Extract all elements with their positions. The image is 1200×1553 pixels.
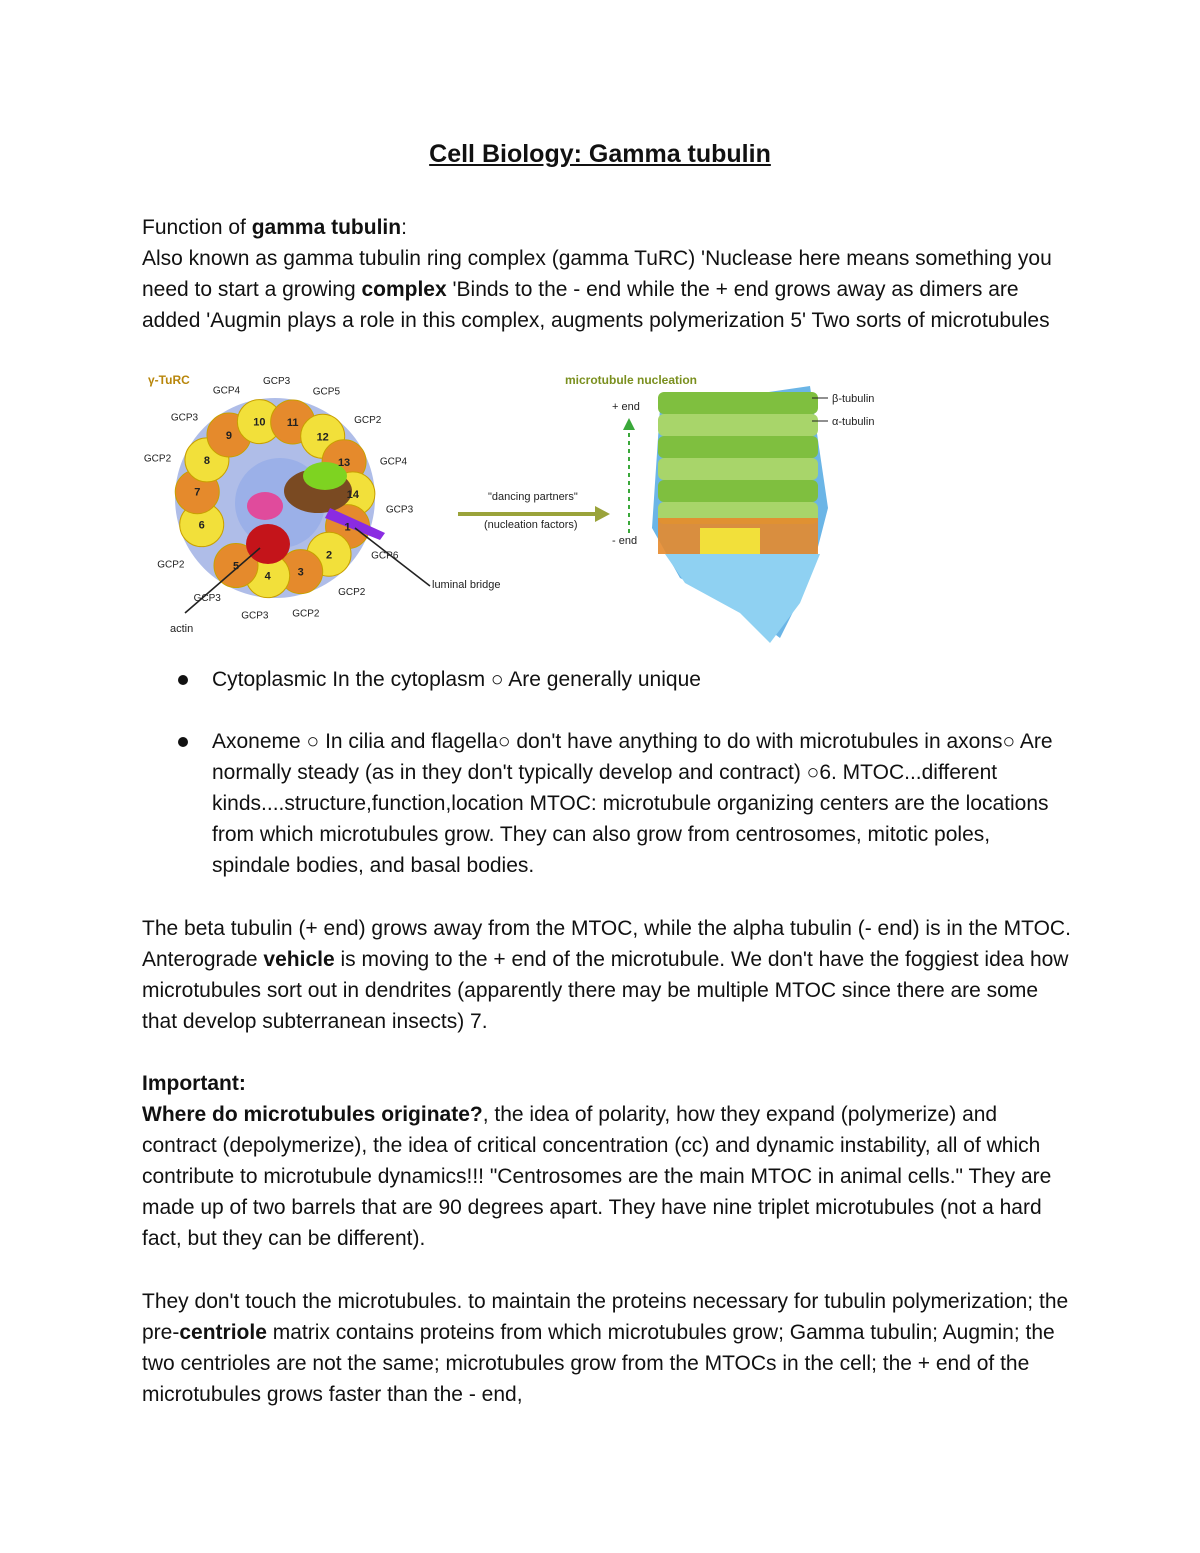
beta-bold-vehicle: vehicle — [263, 948, 335, 971]
tubulin-row — [658, 392, 818, 414]
gcp-label: GCP5 — [312, 386, 341, 398]
tubulin-row — [658, 458, 818, 480]
gcp-label: GCP4 — [379, 456, 408, 468]
actin-label: actin — [170, 623, 194, 635]
final-paragraph — [142, 1286, 1072, 1410]
gcp-label: GCP3 — [170, 412, 199, 424]
gcp-label: GCP2 — [338, 587, 366, 599]
gcp-label: GCP3 — [385, 504, 414, 516]
ring-number: 10 — [253, 416, 266, 429]
ring-number: 1 — [344, 521, 351, 534]
function-bold: gamma tubulin — [251, 216, 402, 239]
ring-number: 13 — [337, 456, 351, 469]
minus-end-label: - end — [612, 535, 638, 547]
beta-tubulin-label: β-tubulin — [832, 393, 875, 405]
gcp-label: GCP3 — [193, 593, 221, 605]
important-label: Important: — [142, 1072, 246, 1095]
luminal-bridge-label: luminal bridge — [432, 579, 501, 591]
microtubule — [652, 386, 828, 643]
intro-paragraph — [142, 243, 1072, 336]
gcp-label: GCP2 — [143, 453, 172, 465]
function-prefix: Function of — [142, 216, 252, 239]
ring-number: 14 — [346, 488, 360, 501]
final-text-a: They don't touch the microtubules. to maintain the proteins necessary for tubulin polymerization; the pre- — [142, 1290, 1069, 1344]
function-heading — [142, 212, 1072, 243]
ring-number: 2 — [325, 549, 333, 562]
ring-number: 9 — [225, 430, 233, 443]
intro-text-b: 'Binds to the - end while the + end grows away as dimers are added 'Augmin plays a role in this complex, augments polymerization 5' Two sorts of microtubules — [142, 278, 1050, 332]
tubulin-row — [658, 480, 818, 502]
final-text-b: matrix contains proteins from which microtubules grow; Gamma tubulin; Augmin; the two centrioles are not the same; microtubules grow from the MTOCs in the cell; the + end of the microtubules grows faster than the - end, — [142, 1321, 1055, 1406]
bullet-text-cytoplasmic: Cytoplasmic In the cytoplasm ○ Are generally unique — [212, 668, 701, 691]
nucleation-arrow-head — [595, 506, 610, 522]
important-section — [142, 1068, 1072, 1254]
dancing-partners-label: "dancing partners" — [488, 491, 578, 503]
bullet-text-axoneme: Axoneme ○ In cilia and flagella○ don't have anything to do with microtubules in axons○ Are normally steady (as in they don't typically develop and contract) ○6. MTOC...different kinds....structure,function,location MTOC: microtubule organizing centers are the locations from which microtubules grow. They can also grow from centrosomes, mitotic poles, spindale bodies, and basal bodies. — [212, 730, 1053, 877]
ring-number: 3 — [297, 566, 304, 579]
tubulin-rows — [658, 392, 818, 524]
beta-tubulin-paragraph — [142, 913, 1072, 1037]
gcp-label: GCP2 — [157, 559, 185, 571]
ring-number: 5 — [232, 560, 240, 573]
gcp-label: GCP4 — [212, 385, 241, 397]
figure-right-title: microtubule nucleation — [565, 373, 698, 387]
important-text — [142, 1099, 1072, 1254]
pink-subunit — [247, 492, 283, 520]
final-bold-centriole: centriole — [179, 1321, 267, 1344]
ring-number: 8 — [203, 454, 210, 467]
list-item — [142, 664, 1072, 695]
ring-number: 6 — [198, 519, 205, 532]
nucleation-factors-label: (nucleation factors) — [484, 519, 578, 531]
intro-text-a: Also known as gamma tubulin ring complex (gamma TuRC) 'Nuclease here means something you need to start a growing — [142, 247, 1052, 301]
bullet-dot — [178, 675, 188, 685]
important-label-line — [142, 1068, 1072, 1099]
beta-text-a: The beta tubulin (+ end) grows away from the MTOC, while the alpha tubulin (- end) is in the MTOC. Anterograde — [142, 917, 1071, 971]
ring-number: 7 — [194, 486, 201, 499]
tubulin-row — [658, 414, 818, 436]
bullet-dot — [178, 737, 188, 747]
important-question: Where do microtubules originate? — [142, 1103, 483, 1126]
beta-tubulin-text — [142, 913, 1072, 1037]
gcp-label: GCP6 — [371, 550, 399, 562]
lower-cap — [665, 554, 820, 643]
gamma-turc-figure — [140, 368, 900, 648]
red-actin-subunit — [246, 524, 290, 564]
tubulin-row — [658, 436, 818, 458]
list-item — [142, 726, 1072, 881]
plus-end-label: + end — [612, 401, 640, 413]
yellow-band — [700, 528, 760, 554]
polarity-arrow-head — [623, 418, 635, 430]
figure-left-title: γ-TuRC — [148, 373, 190, 387]
bullet-list — [142, 664, 1072, 881]
intro-bold-complex: complex — [361, 278, 447, 301]
gcp-label: GCP2 — [354, 414, 382, 426]
function-suffix: : — [401, 216, 407, 239]
intro-section — [142, 212, 1072, 336]
important-body: , the idea of polarity, how they expand (polymerize) and contract (depolymerize), the idea of critical concentration (cc) and dynamic instability, all of which contribute to microtubule dynamics!!! "Centrosomes are the main MTOC in animal cells." They are made up of two barrels that are 90 degrees apart. They have nine triplet microtubules (not a hard fact, but they can be different). — [142, 1103, 1052, 1250]
gcp-label: GCP3 — [262, 376, 291, 388]
ring-number: 11 — [286, 417, 299, 430]
beta-text-b: is moving to the + end of the microtubule. We don't have the foggiest idea how microtubules sort out in dendrites (apparently there may be multiple MTOC since there are some that develop subterranean insects) 7. — [142, 948, 1069, 1033]
page-title: Cell Biology: Gamma tubulin — [429, 140, 771, 168]
gcp-label: GCP2 — [292, 608, 320, 620]
gcp-label: GCP3 — [241, 610, 269, 622]
ring-number: 4 — [264, 570, 271, 583]
ring-number: 12 — [316, 431, 329, 444]
alpha-tubulin-label: α-tubulin — [832, 416, 875, 428]
final-text — [142, 1286, 1072, 1410]
